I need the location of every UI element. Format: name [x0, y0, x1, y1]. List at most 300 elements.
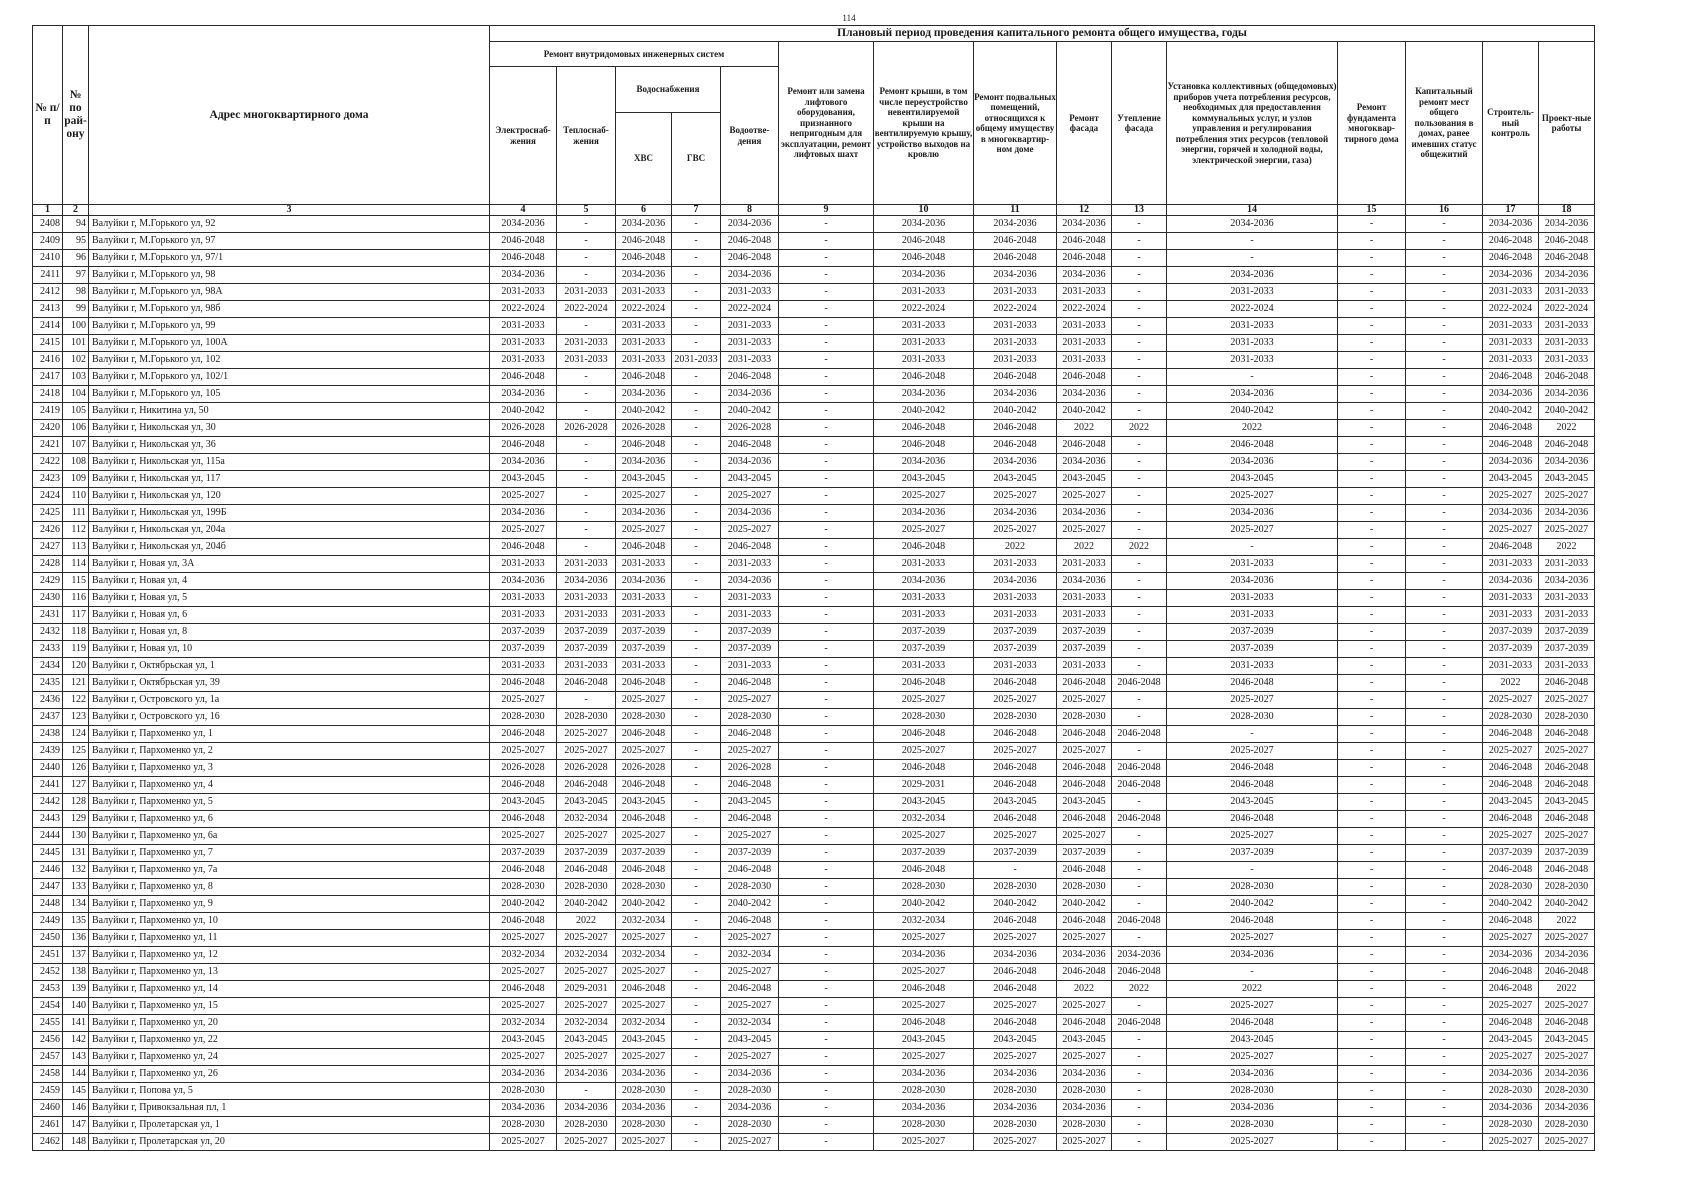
cell-district-number: 115 [63, 573, 89, 590]
cell-electricity-period: 2034-2036 [490, 1100, 557, 1117]
cell-basement-period: 2034-2036 [974, 386, 1057, 403]
cell-facade-period: 2028-2030 [1057, 709, 1112, 726]
cell-dormitory-period: - [1406, 607, 1483, 624]
cell-district-number: 112 [63, 522, 89, 539]
cell-control-period: 2028-2030 [1483, 879, 1539, 896]
cell-dormitory-period: - [1406, 998, 1483, 1015]
table-row [33, 318, 1595, 335]
cell-hot-water-period: - [672, 964, 721, 981]
cell-district-number: 99 [63, 301, 89, 318]
table-row [33, 267, 1595, 284]
column-number-row [33, 205, 1595, 216]
cell-hot-water-period: - [672, 369, 721, 386]
cell-heating-period: 2032-2034 [557, 811, 616, 828]
cell-meters-period: 2031-2033 [1167, 556, 1338, 573]
cell-sewerage-period: 2025-2027 [721, 998, 779, 1015]
cell-foundation-period: - [1338, 828, 1406, 845]
cell-address: Валуйки г, Октябрьская ул, 1 [89, 658, 490, 675]
cell-district-number: 96 [63, 250, 89, 267]
cell-electricity-period: 2031-2033 [490, 284, 557, 301]
column-number: 12 [1057, 205, 1112, 216]
cell-basement-period: 2037-2039 [974, 641, 1057, 658]
capital-repair-schedule-table [32, 25, 1595, 1151]
cell-control-period: 2034-2036 [1483, 1100, 1539, 1117]
cell-elevator-period: - [779, 1117, 874, 1134]
cell-design-period: 2028-2030 [1539, 1117, 1595, 1134]
cell-insulation-period: - [1112, 573, 1167, 590]
header-dormitory: Капитальный ремонт мест общего пользования в домах, ранее имевших статус общежитий [1406, 42, 1483, 205]
header-insulation: Утепление фасада [1112, 42, 1167, 205]
cell-basement-period: 2022 [974, 539, 1057, 556]
cell-design-period: 2043-2045 [1539, 1032, 1595, 1049]
header-electricity: Электроснаб-жения [490, 67, 557, 205]
cell-elevator-period: - [779, 420, 874, 437]
cell-hot-water-period: - [672, 1083, 721, 1100]
cell-design-period: 2034-2036 [1539, 505, 1595, 522]
cell-cold-water-period: 2025-2027 [616, 1134, 672, 1151]
cell-roof-period: 2031-2033 [874, 318, 974, 335]
cell-row-number: 2434 [33, 658, 63, 675]
cell-facade-period: 2022 [1057, 420, 1112, 437]
cell-heating-period: - [557, 505, 616, 522]
cell-basement-period: 2040-2042 [974, 403, 1057, 420]
cell-sewerage-period: 2034-2036 [721, 454, 779, 471]
cell-electricity-period: 2046-2048 [490, 675, 557, 692]
cell-sewerage-period: 2034-2036 [721, 386, 779, 403]
cell-facade-period: 2040-2042 [1057, 403, 1112, 420]
cell-design-period: 2025-2027 [1539, 930, 1595, 947]
cell-cold-water-period: 2034-2036 [616, 1066, 672, 1083]
cell-roof-period: 2028-2030 [874, 1083, 974, 1100]
cell-control-period: 2025-2027 [1483, 522, 1539, 539]
cell-district-number: 121 [63, 675, 89, 692]
cell-district-number: 146 [63, 1100, 89, 1117]
cell-design-period: 2034-2036 [1539, 386, 1595, 403]
cell-facade-period: 2025-2027 [1057, 998, 1112, 1015]
cell-facade-period: 2046-2048 [1057, 250, 1112, 267]
header-design: Проект-ные работы [1539, 42, 1595, 205]
cell-sewerage-period: 2031-2033 [721, 318, 779, 335]
cell-hot-water-period: - [672, 658, 721, 675]
cell-facade-period: 2034-2036 [1057, 454, 1112, 471]
cell-elevator-period: - [779, 250, 874, 267]
cell-cold-water-period: 2034-2036 [616, 216, 672, 233]
cell-control-period: 2046-2048 [1483, 726, 1539, 743]
cell-sewerage-period: 2025-2027 [721, 692, 779, 709]
cell-roof-period: 2025-2027 [874, 488, 974, 505]
cell-row-number: 2430 [33, 590, 63, 607]
cell-roof-period: 2031-2033 [874, 556, 974, 573]
cell-roof-period: 2025-2027 [874, 964, 974, 981]
cell-dormitory-period: - [1406, 233, 1483, 250]
cell-foundation-period: - [1338, 590, 1406, 607]
cell-address: Валуйки г, Пархоменко ул, 3 [89, 760, 490, 777]
cell-heating-period: 2025-2027 [557, 1134, 616, 1151]
cell-row-number: 2413 [33, 301, 63, 318]
cell-roof-period: 2025-2027 [874, 743, 974, 760]
cell-district-number: 148 [63, 1134, 89, 1151]
cell-facade-period: 2025-2027 [1057, 743, 1112, 760]
cell-insulation-period: - [1112, 1083, 1167, 1100]
cell-sewerage-period: 2046-2048 [721, 862, 779, 879]
table-row [33, 930, 1595, 947]
cell-cold-water-period: 2026-2028 [616, 420, 672, 437]
cell-electricity-period: 2043-2045 [490, 794, 557, 811]
cell-meters-period: 2028-2030 [1167, 709, 1338, 726]
cell-design-period: 2025-2027 [1539, 1049, 1595, 1066]
column-number: 17 [1483, 205, 1539, 216]
cell-address: Валуйки г, Новая ул, 6 [89, 607, 490, 624]
cell-cold-water-period: 2031-2033 [616, 590, 672, 607]
cell-sewerage-period: 2037-2039 [721, 624, 779, 641]
cell-control-period: 2034-2036 [1483, 216, 1539, 233]
cell-elevator-period: - [779, 522, 874, 539]
cell-roof-period: 2040-2042 [874, 403, 974, 420]
cell-cold-water-period: 2046-2048 [616, 777, 672, 794]
cell-dormitory-period: - [1406, 454, 1483, 471]
cell-design-period: 2046-2048 [1539, 437, 1595, 454]
cell-sewerage-period: 2034-2036 [721, 505, 779, 522]
cell-heating-period: - [557, 692, 616, 709]
cell-insulation-period: - [1112, 607, 1167, 624]
cell-meters-period: 2031-2033 [1167, 590, 1338, 607]
header-roof: Ремонт крыши, в том числе переустройство невентилируемой крыши на вентилируемую крышу, устройство выходов на кровлю [874, 42, 974, 205]
header-hot-water: ГВС [672, 113, 721, 205]
cell-foundation-period: - [1338, 726, 1406, 743]
cell-elevator-period: - [779, 607, 874, 624]
cell-sewerage-period: 2025-2027 [721, 828, 779, 845]
table-row [33, 1083, 1595, 1100]
cell-design-period: 2022 [1539, 981, 1595, 998]
cell-facade-period: 2037-2039 [1057, 845, 1112, 862]
cell-meters-period: 2046-2048 [1167, 1015, 1338, 1032]
page-number: 114 [842, 13, 856, 23]
cell-dormitory-period: - [1406, 1066, 1483, 1083]
header-sewerage: Водоотве-дения [721, 67, 779, 205]
cell-sewerage-period: 2025-2027 [721, 964, 779, 981]
cell-address: Валуйки г, Попова ул, 5 [89, 1083, 490, 1100]
cell-dormitory-period: - [1406, 760, 1483, 777]
cell-row-number: 2457 [33, 1049, 63, 1066]
cell-row-number: 2412 [33, 284, 63, 301]
column-number: 1 [33, 205, 63, 216]
cell-foundation-period: - [1338, 352, 1406, 369]
cell-cold-water-period: 2025-2027 [616, 964, 672, 981]
cell-control-period: 2034-2036 [1483, 573, 1539, 590]
cell-address: Валуйки г, Никольская ул, 204а [89, 522, 490, 539]
cell-control-period: 2028-2030 [1483, 1117, 1539, 1134]
cell-basement-period: 2025-2027 [974, 1049, 1057, 1066]
cell-dormitory-period: - [1406, 930, 1483, 947]
cell-elevator-period: - [779, 1066, 874, 1083]
cell-row-number: 2440 [33, 760, 63, 777]
cell-foundation-period: - [1338, 743, 1406, 760]
cell-row-number: 2441 [33, 777, 63, 794]
cell-hot-water-period: - [672, 539, 721, 556]
cell-facade-period: 2034-2036 [1057, 573, 1112, 590]
cell-heating-period: 2034-2036 [557, 1066, 616, 1083]
table-row [33, 675, 1595, 692]
cell-roof-period: 2046-2048 [874, 420, 974, 437]
table-row [33, 913, 1595, 930]
cell-dormitory-period: - [1406, 352, 1483, 369]
cell-dormitory-period: - [1406, 522, 1483, 539]
cell-foundation-period: - [1338, 913, 1406, 930]
cell-heating-period: 2032-2034 [557, 1015, 616, 1032]
cell-row-number: 2452 [33, 964, 63, 981]
cell-insulation-period: 2022 [1112, 981, 1167, 998]
cell-insulation-period: - [1112, 437, 1167, 454]
cell-cold-water-period: 2037-2039 [616, 641, 672, 658]
cell-address: Валуйки г, Новая ул, 3А [89, 556, 490, 573]
cell-foundation-period: - [1338, 335, 1406, 352]
cell-control-period: 2025-2027 [1483, 488, 1539, 505]
cell-roof-period: 2034-2036 [874, 454, 974, 471]
cell-district-number: 125 [63, 743, 89, 760]
cell-address: Валуйки г, Пархоменко ул, 7 [89, 845, 490, 862]
cell-facade-period: 2022 [1057, 981, 1112, 998]
cell-roof-period: 2043-2045 [874, 1032, 974, 1049]
cell-basement-period: 2046-2048 [974, 777, 1057, 794]
cell-row-number: 2456 [33, 1032, 63, 1049]
cell-cold-water-period: 2025-2027 [616, 522, 672, 539]
cell-sewerage-period: 2028-2030 [721, 709, 779, 726]
cell-elevator-period: - [779, 896, 874, 913]
cell-facade-period: 2046-2048 [1057, 862, 1112, 879]
cell-insulation-period: - [1112, 301, 1167, 318]
cell-foundation-period: - [1338, 1083, 1406, 1100]
cell-insulation-period: - [1112, 556, 1167, 573]
header-heating: Теплоснаб-жения [557, 67, 616, 205]
cell-basement-period: 2043-2045 [974, 1032, 1057, 1049]
cell-address: Валуйки г, М.Горького ул, 98б [89, 301, 490, 318]
cell-address: Валуйки г, Пархоменко ул, 9 [89, 896, 490, 913]
cell-basement-period: 2025-2027 [974, 1134, 1057, 1151]
cell-meters-period: 2043-2045 [1167, 794, 1338, 811]
cell-insulation-period: - [1112, 471, 1167, 488]
cell-address: Валуйки г, Пархоменко ул, 26 [89, 1066, 490, 1083]
cell-hot-water-period: - [672, 709, 721, 726]
cell-insulation-period: - [1112, 233, 1167, 250]
cell-heating-period: - [557, 471, 616, 488]
cell-sewerage-period: 2046-2048 [721, 437, 779, 454]
cell-facade-period: 2025-2027 [1057, 488, 1112, 505]
cell-control-period: 2037-2039 [1483, 641, 1539, 658]
cell-roof-period: 2046-2048 [874, 862, 974, 879]
cell-heating-period: 2031-2033 [557, 590, 616, 607]
cell-control-period: 2046-2048 [1483, 981, 1539, 998]
cell-electricity-period: 2034-2036 [490, 386, 557, 403]
header-control: Строитель-ный контроль [1483, 42, 1539, 205]
cell-heating-period: 2031-2033 [557, 284, 616, 301]
cell-design-period: 2022 [1539, 539, 1595, 556]
cell-basement-period: 2025-2027 [974, 522, 1057, 539]
cell-electricity-period: 2028-2030 [490, 1117, 557, 1134]
cell-address: Валуйки г, Пархоменко ул, 15 [89, 998, 490, 1015]
cell-control-period: 2034-2036 [1483, 1066, 1539, 1083]
cell-row-number: 2411 [33, 267, 63, 284]
table-row [33, 369, 1595, 386]
cell-meters-period: - [1167, 862, 1338, 879]
cell-design-period: 2046-2048 [1539, 964, 1595, 981]
cell-dormitory-period: - [1406, 420, 1483, 437]
cell-electricity-period: 2025-2027 [490, 488, 557, 505]
cell-hot-water-period: - [672, 862, 721, 879]
table-row [33, 1100, 1595, 1117]
cell-cold-water-period: 2034-2036 [616, 1100, 672, 1117]
cell-roof-period: 2046-2048 [874, 437, 974, 454]
cell-cold-water-period: 2025-2027 [616, 828, 672, 845]
cell-heating-period: 2037-2039 [557, 845, 616, 862]
cell-meters-period: 2040-2042 [1167, 896, 1338, 913]
cell-foundation-period: - [1338, 607, 1406, 624]
cell-address: Валуйки г, Никольская ул, 117 [89, 471, 490, 488]
cell-row-number: 2444 [33, 828, 63, 845]
cell-meters-period: 2034-2036 [1167, 386, 1338, 403]
table-row [33, 454, 1595, 471]
cell-basement-period: 2046-2048 [974, 369, 1057, 386]
cell-meters-period: 2034-2036 [1167, 267, 1338, 284]
cell-elevator-period: - [779, 641, 874, 658]
cell-address: Валуйки г, М.Горького ул, 98 [89, 267, 490, 284]
cell-row-number: 2409 [33, 233, 63, 250]
cell-dormitory-period: - [1406, 913, 1483, 930]
table-row [33, 216, 1595, 233]
cell-row-number: 2462 [33, 1134, 63, 1151]
cell-cold-water-period: 2037-2039 [616, 624, 672, 641]
cell-hot-water-period: - [672, 590, 721, 607]
cell-foundation-period: - [1338, 879, 1406, 896]
cell-dormitory-period: - [1406, 726, 1483, 743]
cell-control-period: 2025-2027 [1483, 998, 1539, 1015]
cell-district-number: 110 [63, 488, 89, 505]
cell-electricity-period: 2046-2048 [490, 726, 557, 743]
cell-row-number: 2461 [33, 1117, 63, 1134]
cell-row-number: 2458 [33, 1066, 63, 1083]
cell-sewerage-period: 2043-2045 [721, 471, 779, 488]
cell-cold-water-period: 2025-2027 [616, 1049, 672, 1066]
cell-foundation-period: - [1338, 675, 1406, 692]
cell-cold-water-period: 2032-2034 [616, 1015, 672, 1032]
cell-dormitory-period: - [1406, 318, 1483, 335]
cell-hot-water-period: - [672, 505, 721, 522]
cell-heating-period: 2046-2048 [557, 862, 616, 879]
cell-sewerage-period: 2046-2048 [721, 811, 779, 828]
cell-foundation-period: - [1338, 573, 1406, 590]
cell-cold-water-period: 2043-2045 [616, 794, 672, 811]
cell-insulation-period: - [1112, 658, 1167, 675]
cell-dormitory-period: - [1406, 250, 1483, 267]
cell-facade-period: 2031-2033 [1057, 335, 1112, 352]
cell-cold-water-period: 2034-2036 [616, 505, 672, 522]
cell-dormitory-period: - [1406, 709, 1483, 726]
cell-meters-period: 2022 [1167, 981, 1338, 998]
cell-basement-period: 2046-2048 [974, 760, 1057, 777]
cell-facade-period: 2025-2027 [1057, 522, 1112, 539]
cell-hot-water-period: - [672, 284, 721, 301]
table-row [33, 386, 1595, 403]
cell-basement-period: 2034-2036 [974, 1066, 1057, 1083]
cell-hot-water-period: - [672, 488, 721, 505]
cell-cold-water-period: 2032-2034 [616, 913, 672, 930]
cell-hot-water-period: - [672, 573, 721, 590]
cell-address: Валуйки г, Пролетарская ул, 20 [89, 1134, 490, 1151]
cell-dormitory-period: - [1406, 777, 1483, 794]
cell-foundation-period: - [1338, 930, 1406, 947]
cell-foundation-period: - [1338, 692, 1406, 709]
cell-elevator-period: - [779, 692, 874, 709]
cell-district-number: 124 [63, 726, 89, 743]
cell-dormitory-period: - [1406, 641, 1483, 658]
cell-design-period: 2031-2033 [1539, 318, 1595, 335]
cell-address: Валуйки г, Пархоменко ул, 22 [89, 1032, 490, 1049]
cell-foundation-period: - [1338, 1032, 1406, 1049]
cell-control-period: 2034-2036 [1483, 386, 1539, 403]
cell-row-number: 2460 [33, 1100, 63, 1117]
header-engineering-title: Ремонт внутридомовых инженерных систем [490, 42, 779, 67]
cell-basement-period: 2037-2039 [974, 845, 1057, 862]
cell-address: Валуйки г, Никольская ул, 115а [89, 454, 490, 471]
cell-facade-period: 2046-2048 [1057, 369, 1112, 386]
table-row [33, 692, 1595, 709]
cell-cold-water-period: 2034-2036 [616, 573, 672, 590]
table-row [33, 1015, 1595, 1032]
cell-hot-water-period: - [672, 233, 721, 250]
cell-facade-period: 2046-2048 [1057, 726, 1112, 743]
cell-insulation-period: 2046-2048 [1112, 675, 1167, 692]
cell-electricity-period: 2025-2027 [490, 964, 557, 981]
cell-dormitory-period: - [1406, 624, 1483, 641]
cell-hot-water-period: - [672, 267, 721, 284]
cell-heating-period: 2025-2027 [557, 964, 616, 981]
cell-meters-period: 2034-2036 [1167, 1066, 1338, 1083]
cell-district-number: 144 [63, 1066, 89, 1083]
cell-sewerage-period: 2046-2048 [721, 726, 779, 743]
cell-electricity-period: 2046-2048 [490, 369, 557, 386]
cell-insulation-period: - [1112, 794, 1167, 811]
cell-electricity-period: 2034-2036 [490, 454, 557, 471]
cell-address: Валуйки г, Никольская ул, 204б [89, 539, 490, 556]
cell-electricity-period: 2028-2030 [490, 879, 557, 896]
cell-dormitory-period: - [1406, 1100, 1483, 1117]
cell-foundation-period: - [1338, 981, 1406, 998]
cell-district-number: 137 [63, 947, 89, 964]
cell-district-number: 114 [63, 556, 89, 573]
cell-district-number: 104 [63, 386, 89, 403]
cell-dormitory-period: - [1406, 1134, 1483, 1151]
cell-hot-water-period: - [672, 420, 721, 437]
cell-basement-period: 2031-2033 [974, 318, 1057, 335]
cell-meters-period: 2043-2045 [1167, 1032, 1338, 1049]
cell-hot-water-period: - [672, 743, 721, 760]
cell-design-period: 2031-2033 [1539, 590, 1595, 607]
cell-heating-period: 2022-2024 [557, 301, 616, 318]
cell-foundation-period: - [1338, 794, 1406, 811]
cell-electricity-period: 2025-2027 [490, 692, 557, 709]
cell-cold-water-period: 2025-2027 [616, 488, 672, 505]
cell-design-period: 2031-2033 [1539, 284, 1595, 301]
cell-insulation-period: - [1112, 1049, 1167, 1066]
cell-insulation-period: - [1112, 284, 1167, 301]
cell-design-period: 2028-2030 [1539, 709, 1595, 726]
cell-insulation-period: - [1112, 1032, 1167, 1049]
cell-meters-period: 2025-2027 [1167, 522, 1338, 539]
cell-row-number: 2416 [33, 352, 63, 369]
cell-sewerage-period: 2022-2024 [721, 301, 779, 318]
cell-sewerage-period: 2031-2033 [721, 352, 779, 369]
cell-dormitory-period: - [1406, 964, 1483, 981]
cell-elevator-period: - [779, 675, 874, 692]
